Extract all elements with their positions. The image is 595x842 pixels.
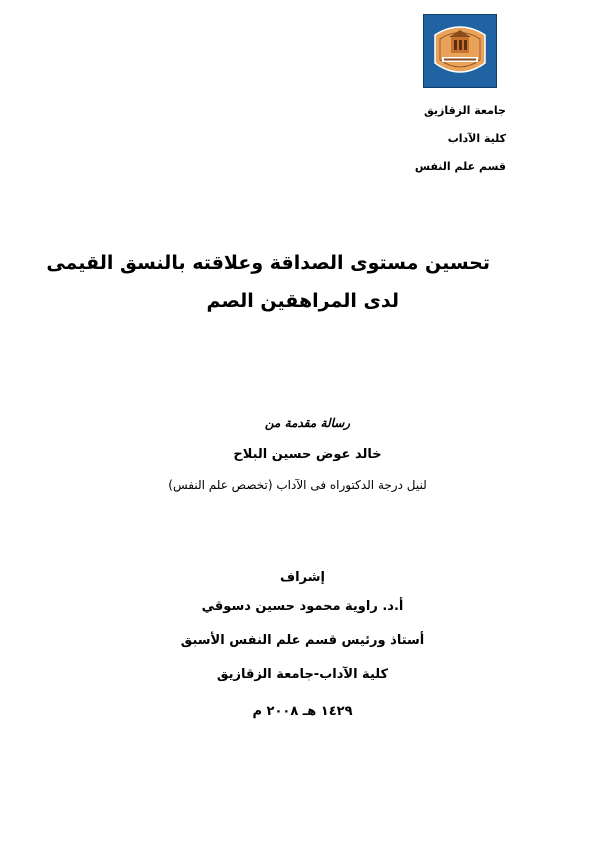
supervisor-affiliation: كلية الآداب-جامعة الزقازيق — [216, 667, 389, 682]
thesis-title-line-1: تحسين مستوى الصداقة وعلاقته بالنسق القيمى — [46, 252, 490, 274]
supervisor-position: أستاذ ورئيس قسم علم النفس الأسبق — [180, 633, 425, 648]
supervision-heading: إشراف — [280, 570, 325, 585]
presented-by-label: رسالة مقدمة من — [264, 416, 351, 430]
degree-statement: لنيل درجة الدكتوراه فى الآداب (تخصص علم النفس) — [168, 478, 427, 492]
university-logo — [423, 14, 497, 88]
emblem-icon — [424, 15, 496, 87]
university-name: جامعة الزقازيق — [423, 104, 506, 117]
faculty-name: كلية الآداب — [447, 132, 506, 145]
thesis-date: ١٤٢٩ هـ ٢٠٠٨ م — [252, 704, 353, 719]
department-name: قسم علم النفس — [414, 160, 506, 173]
thesis-title-line-2: لدى المراهقين الصم — [206, 290, 399, 312]
author-name: خالد عوض حسين البلاح — [233, 447, 382, 462]
supervisor-name: أ.د. راوية محمود حسين دسوقي — [201, 599, 404, 614]
